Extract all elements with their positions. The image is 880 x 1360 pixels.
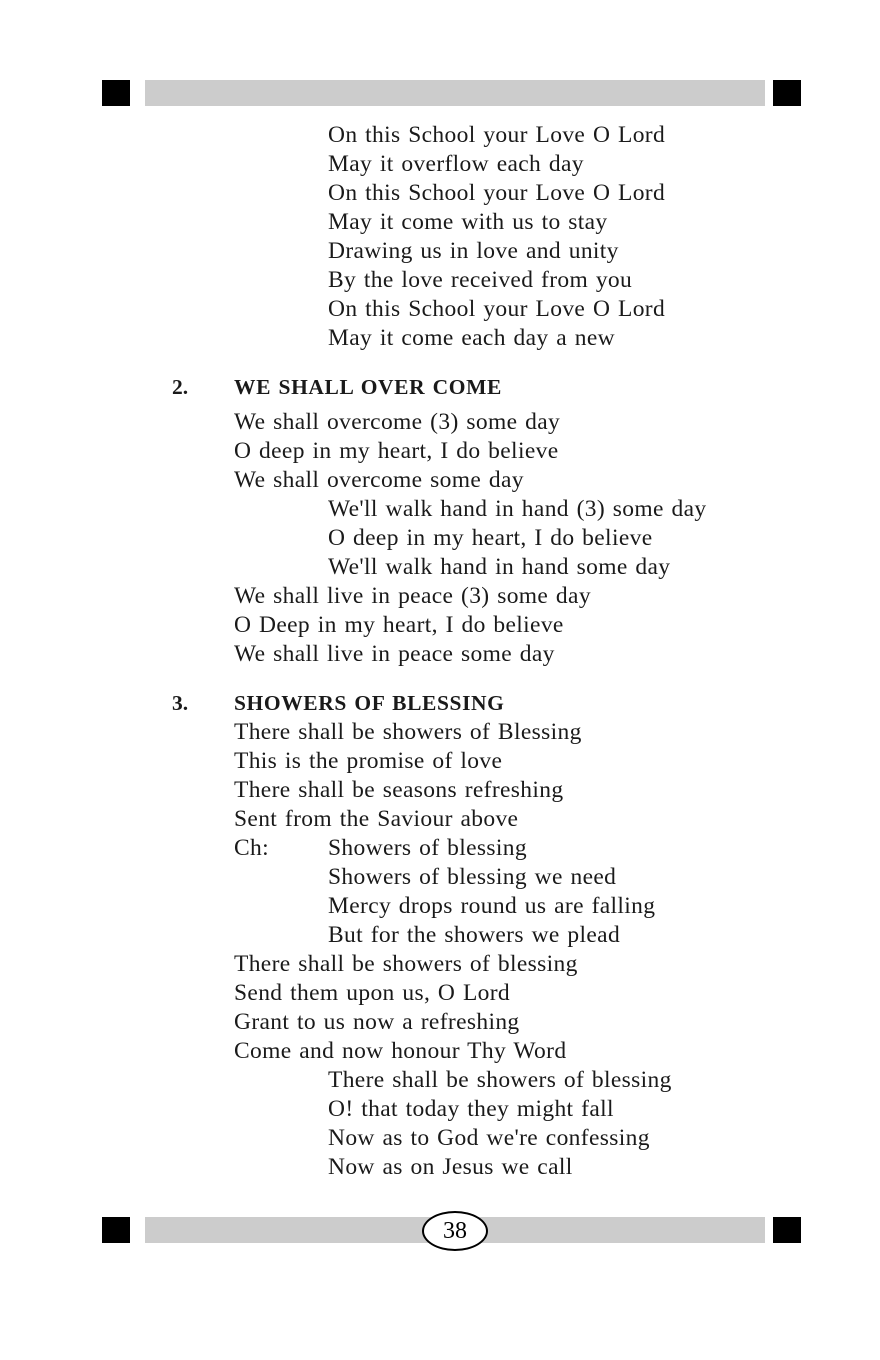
song-line: This is the promise of love: [234, 748, 503, 774]
song-line: Now as on Jesus we call: [328, 1154, 573, 1180]
footer-right-square: [773, 1217, 801, 1243]
song-line: Grant to us now a refreshing: [234, 1009, 520, 1035]
header-left-square: [102, 80, 130, 106]
song-line: We shall live in peace some day: [234, 641, 555, 667]
song-line: Showers of blessing: [328, 835, 527, 861]
song-line: Sent from the Saviour above: [234, 806, 519, 832]
song-line: Mercy drops round us are falling: [328, 893, 656, 919]
song-line: Now as to God we're confessing: [328, 1125, 650, 1151]
song-line: O! that today they might fall: [328, 1096, 614, 1122]
song-line: O deep in my heart, I do believe: [328, 525, 653, 551]
song-line: We'll walk hand in hand (3) some day: [328, 496, 707, 522]
verse-line: May it come with us to stay: [328, 209, 608, 235]
song-line: There shall be showers of Blessing: [234, 719, 582, 745]
song-line: Come and now honour Thy Word: [234, 1038, 567, 1064]
song-line: Showers of blessing we need: [328, 864, 617, 890]
song-line: O deep in my heart, I do believe: [234, 438, 559, 464]
verse-line: May it overflow each day: [328, 151, 584, 177]
footer-left-square: [102, 1217, 130, 1243]
verse-line: May it come each day a new: [328, 325, 615, 351]
song-line: We shall overcome some day: [234, 467, 524, 493]
page-number: 38: [443, 1217, 467, 1244]
header-right-square: [773, 80, 801, 106]
verse-line: By the love received from you: [328, 267, 633, 293]
song-line: We shall live in peace (3) some day: [234, 583, 591, 609]
song-title: WE SHALL OVER COME: [234, 375, 502, 399]
song-line: There shall be seasons refreshing: [234, 777, 564, 803]
song-number: 3.: [172, 691, 189, 715]
song-line: But for the showers we plead: [328, 922, 621, 948]
song-line: There shall be showers of blessing: [234, 951, 578, 977]
song-line: O Deep in my heart, I do believe: [234, 612, 564, 638]
verse-line: On this School your Love O Lord: [328, 296, 666, 322]
song-title: SHOWERS OF BLESSING: [234, 691, 505, 715]
song-line: We shall overcome (3) some day: [234, 409, 561, 435]
header-bar: [145, 80, 765, 106]
verse-line: On this School your Love O Lord: [328, 122, 666, 148]
song-line: There shall be showers of blessing: [328, 1067, 672, 1093]
song-line: Send them upon us, O Lord: [234, 980, 511, 1006]
page-number-badge: [422, 1211, 488, 1251]
verse-line: Drawing us in love and unity: [328, 238, 619, 264]
song-number: 2.: [172, 375, 189, 399]
chorus-label: Ch:: [234, 835, 270, 861]
verse-line: On this School your Love O Lord: [328, 180, 666, 206]
song-line: We'll walk hand in hand some day: [328, 554, 671, 580]
